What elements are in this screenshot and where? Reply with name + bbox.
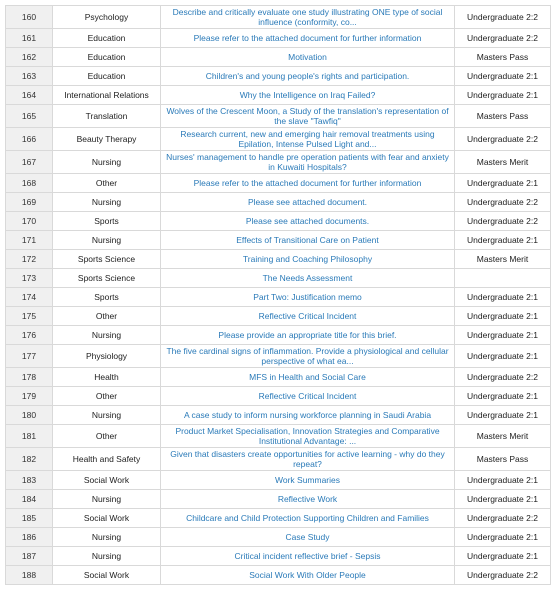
- row-number: 177: [6, 345, 53, 368]
- row-number: 169: [6, 193, 53, 212]
- title-link[interactable]: Case Study: [285, 532, 330, 542]
- table-row: [6, 490, 551, 509]
- row-number: 162: [6, 48, 53, 67]
- table-row: [6, 387, 551, 406]
- grade-cell: Undergraduate 2:1: [455, 307, 551, 326]
- table-row: [6, 288, 551, 307]
- table-row: [6, 6, 551, 29]
- row-number: 172: [6, 250, 53, 269]
- grade-cell: Undergraduate 2:1: [455, 528, 551, 547]
- title-link[interactable]: Nurses' management to handle pre operation patients with fear and anxiety in Kuwaiti Hospitals?: [166, 152, 449, 172]
- grade-cell: Undergraduate 2:1: [455, 231, 551, 250]
- table-row: [6, 528, 551, 547]
- title-cell: [161, 250, 455, 269]
- row-number: 163: [6, 67, 53, 86]
- title-link[interactable]: A case study to inform nursing workforce planning in Saudi Arabia: [183, 410, 432, 420]
- grade-cell: Masters Pass: [455, 448, 551, 471]
- subject-cell: Education: [53, 48, 161, 67]
- title-cell: [161, 387, 455, 406]
- table-row: [6, 406, 551, 425]
- row-number: 176: [6, 326, 53, 345]
- subject-cell: Other: [53, 425, 161, 448]
- table-row: [6, 67, 551, 86]
- row-number: 161: [6, 29, 53, 48]
- subject-cell: Nursing: [53, 528, 161, 547]
- subject-cell: Other: [53, 307, 161, 326]
- table-row: [6, 48, 551, 67]
- title-link[interactable]: MFS in Health and Social Care: [249, 372, 366, 382]
- grade-cell: Undergraduate 2:2: [455, 6, 551, 29]
- grade-cell: Undergraduate 2:1: [455, 86, 551, 105]
- title-link[interactable]: Please refer to the attached document for further information: [193, 178, 422, 188]
- title-cell: [161, 105, 455, 128]
- row-number: 175: [6, 307, 53, 326]
- subject-cell: Nursing: [53, 490, 161, 509]
- table-row: [6, 345, 551, 368]
- title-cell: [161, 547, 455, 566]
- grade-cell: Undergraduate 2:1: [455, 174, 551, 193]
- table-row: [6, 326, 551, 345]
- title-link[interactable]: Please see attached documents.: [245, 216, 370, 226]
- essay-table-body: [6, 6, 551, 585]
- title-cell: [161, 231, 455, 250]
- title-link[interactable]: Critical incident reflective brief - Sepsis: [234, 551, 381, 561]
- table-row: [6, 105, 551, 128]
- row-number: 164: [6, 86, 53, 105]
- title-link[interactable]: Social Work With Older People: [249, 570, 366, 580]
- title-cell: [161, 345, 455, 368]
- title-cell: [161, 425, 455, 448]
- row-number: 170: [6, 212, 53, 231]
- title-cell: [161, 151, 455, 174]
- title-cell: [161, 193, 455, 212]
- title-link[interactable]: Please refer to the attached document for further information: [193, 33, 422, 43]
- essay-table: [5, 5, 551, 585]
- row-number: 179: [6, 387, 53, 406]
- row-number: 186: [6, 528, 53, 547]
- grade-cell: [455, 269, 551, 288]
- table-row: [6, 128, 551, 151]
- grade-cell: Undergraduate 2:1: [455, 387, 551, 406]
- grade-cell: Undergraduate 2:1: [455, 406, 551, 425]
- title-cell: [161, 212, 455, 231]
- subject-cell: Social Work: [53, 566, 161, 585]
- title-cell: [161, 48, 455, 67]
- subject-cell: Nursing: [53, 193, 161, 212]
- grade-cell: Undergraduate 2:2: [455, 509, 551, 528]
- grade-cell: Undergraduate 2:2: [455, 212, 551, 231]
- title-cell: [161, 448, 455, 471]
- grade-cell: Undergraduate 2:1: [455, 490, 551, 509]
- grade-cell: Undergraduate 2:1: [455, 471, 551, 490]
- title-cell: [161, 128, 455, 151]
- subject-cell: Physiology: [53, 345, 161, 368]
- table-row: [6, 509, 551, 528]
- table-row: [6, 547, 551, 566]
- grade-cell: Undergraduate 2:1: [455, 326, 551, 345]
- grade-cell: Masters Pass: [455, 105, 551, 128]
- grade-cell: Undergraduate 2:2: [455, 128, 551, 151]
- subject-cell: International Relations: [53, 86, 161, 105]
- title-link[interactable]: The Needs Assessment: [262, 273, 353, 283]
- subject-cell: Beauty Therapy: [53, 128, 161, 151]
- title-link[interactable]: Research current, new and emerging hair removal treatments using Epilation, Intense Pulsed Light and...: [180, 129, 435, 149]
- title-cell: [161, 566, 455, 585]
- subject-cell: Sports: [53, 288, 161, 307]
- subject-cell: Education: [53, 29, 161, 48]
- title-cell: [161, 288, 455, 307]
- title-cell: [161, 6, 455, 29]
- title-cell: [161, 269, 455, 288]
- row-number: 188: [6, 566, 53, 585]
- title-link[interactable]: Please see attached document.: [247, 197, 368, 207]
- grade-cell: Undergraduate 2:2: [455, 368, 551, 387]
- title-link[interactable]: Part Two: Justification memo: [253, 292, 362, 302]
- row-number: 183: [6, 471, 53, 490]
- title-link[interactable]: Product Market Specialisation, Innovation Strategies and Comparative Institutional Advantage: ...: [175, 426, 440, 446]
- title-link[interactable]: Wolves of the Crescent Moon, a Study of the translation's representation of the slave "Tawfiq": [166, 106, 449, 126]
- title-link[interactable]: Why the Intelligence on Iraq Failed?: [239, 90, 376, 100]
- row-number: 181: [6, 425, 53, 448]
- grade-cell: Undergraduate 2:1: [455, 345, 551, 368]
- title-cell: [161, 471, 455, 490]
- table-row: [6, 425, 551, 448]
- row-number: 185: [6, 509, 53, 528]
- title-link[interactable]: Reflective Critical Incident: [258, 311, 357, 321]
- subject-cell: Other: [53, 387, 161, 406]
- subject-cell: Education: [53, 67, 161, 86]
- subject-cell: Nursing: [53, 151, 161, 174]
- title-link[interactable]: Reflective Work: [277, 494, 338, 504]
- grade-cell: Undergraduate 2:2: [455, 29, 551, 48]
- title-cell: [161, 528, 455, 547]
- title-link[interactable]: Please provide an appropriate title for this brief.: [218, 330, 397, 340]
- row-number: 173: [6, 269, 53, 288]
- table-row: [6, 368, 551, 387]
- title-link[interactable]: The five cardinal signs of inflammation. Provide a physiological and cellular perspective of what ea...: [166, 346, 449, 366]
- row-number: 165: [6, 105, 53, 128]
- subject-cell: Sports Science: [53, 269, 161, 288]
- title-link[interactable]: Childcare and Child Protection Supporting Children and Families: [186, 513, 429, 523]
- subject-cell: Health and Safety: [53, 448, 161, 471]
- grade-cell: Undergraduate 2:2: [455, 193, 551, 212]
- row-number: 166: [6, 128, 53, 151]
- subject-cell: Other: [53, 174, 161, 193]
- title-cell: [161, 368, 455, 387]
- row-number: 180: [6, 406, 53, 425]
- subject-cell: Psychology: [53, 6, 161, 29]
- title-link[interactable]: Given that disasters create opportunities for active learning - why do they repeat?: [170, 449, 445, 469]
- title-cell: [161, 406, 455, 425]
- grade-cell: Undergraduate 2:1: [455, 547, 551, 566]
- title-cell: [161, 307, 455, 326]
- grade-cell: Masters Pass: [455, 48, 551, 67]
- table-row: [6, 269, 551, 288]
- table-row: [6, 151, 551, 174]
- title-cell: [161, 86, 455, 105]
- row-number: 171: [6, 231, 53, 250]
- title-cell: [161, 67, 455, 86]
- subject-cell: Sports Science: [53, 250, 161, 269]
- title-cell: [161, 326, 455, 345]
- table-row: [6, 566, 551, 585]
- grade-cell: Masters Merit: [455, 425, 551, 448]
- subject-cell: Social Work: [53, 509, 161, 528]
- table-row: [6, 212, 551, 231]
- title-link[interactable]: Describe and critically evaluate one study illustrating ONE type of social influence (conformity, co...: [172, 7, 443, 27]
- title-cell: [161, 490, 455, 509]
- table-row: [6, 231, 551, 250]
- subject-cell: Sports: [53, 212, 161, 231]
- table-row: [6, 174, 551, 193]
- grade-cell: Masters Merit: [455, 250, 551, 269]
- grade-cell: Undergraduate 2:2: [455, 566, 551, 585]
- title-cell: [161, 29, 455, 48]
- row-number: 182: [6, 448, 53, 471]
- table-row: [6, 250, 551, 269]
- title-cell: [161, 509, 455, 528]
- title-cell: [161, 174, 455, 193]
- grade-cell: Masters Merit: [455, 151, 551, 174]
- title-link[interactable]: Effects of Transitional Care on Patient: [236, 235, 379, 245]
- grade-cell: Undergraduate 2:1: [455, 67, 551, 86]
- title-link[interactable]: Motivation: [288, 52, 327, 62]
- table-row: [6, 307, 551, 326]
- subject-cell: Nursing: [53, 406, 161, 425]
- title-link[interactable]: Training and Coaching Philosophy: [242, 254, 373, 264]
- row-number: 184: [6, 490, 53, 509]
- title-link[interactable]: Reflective Critical Incident: [258, 391, 357, 401]
- subject-cell: Nursing: [53, 231, 161, 250]
- subject-cell: Translation: [53, 105, 161, 128]
- table-row: [6, 193, 551, 212]
- subject-cell: Health: [53, 368, 161, 387]
- row-number: 178: [6, 368, 53, 387]
- grade-cell: Undergraduate 2:1: [455, 288, 551, 307]
- row-number: 187: [6, 547, 53, 566]
- table-row: [6, 471, 551, 490]
- table-row: [6, 86, 551, 105]
- row-number: 167: [6, 151, 53, 174]
- table-row: [6, 29, 551, 48]
- row-number: 174: [6, 288, 53, 307]
- row-number: 168: [6, 174, 53, 193]
- subject-cell: Nursing: [53, 326, 161, 345]
- subject-cell: Social Work: [53, 471, 161, 490]
- row-number: 160: [6, 6, 53, 29]
- table-row: [6, 448, 551, 471]
- title-link[interactable]: Work Summaries: [274, 475, 341, 485]
- title-link[interactable]: Children's and young people's rights and participation.: [205, 71, 410, 81]
- subject-cell: Nursing: [53, 547, 161, 566]
